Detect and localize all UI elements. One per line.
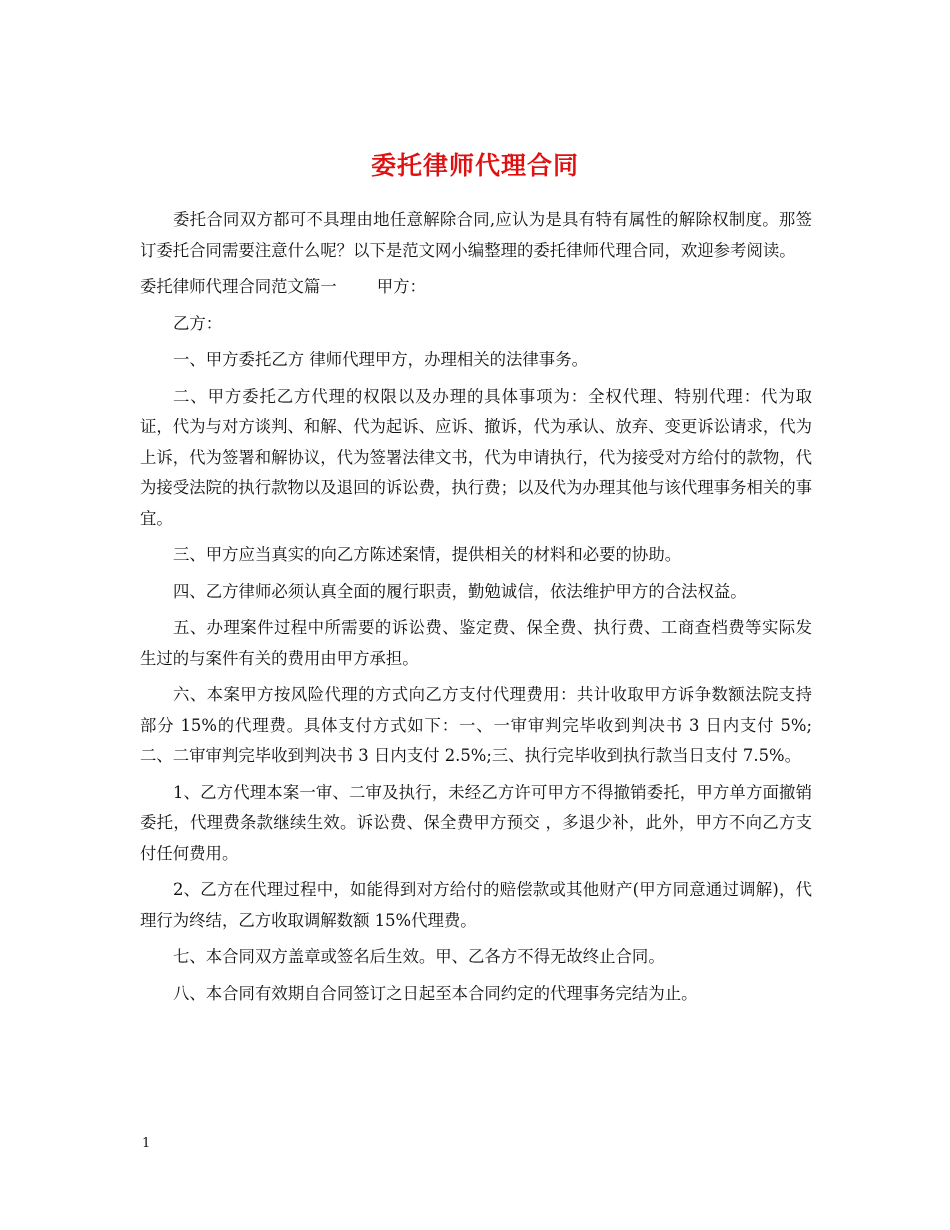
sub-clause-2: 2、乙方在代理过程中，如能得到对方给付的赔偿款或其他财产(甲方同意通过调解)，代理行为终结，乙方收取调解数额 15%代理费。 (140, 880, 812, 930)
clause-3: 三、甲方应当真实的向乙方陈述案情，提供相关的材料和必要的协助。 (173, 545, 682, 564)
intro-paragraph: 委托合同双方都可不具理由地任意解除合同,应认为是具有特有属性的解除权制度。那签订委托合同需要注意什么呢？以下是范文网小编整理的委托律师代理合同，欢迎参考阅读。 (140, 210, 812, 260)
sub-clause-1: 1、乙方代理本案一审、二审及执行，未经乙方许可甲方不得撤销委托，甲方单方面撤销委托，代理费条款继续生效。诉讼费、保全费甲方预交 ，多退少补，此外，甲方不向乙方支付任何费用。 (140, 782, 812, 863)
sample-heading: 委托律师代理合同范文篇一 (140, 277, 337, 296)
page-number: 1 (142, 1136, 151, 1151)
document-body (140, 205, 812, 1015)
clause-2: 二、甲方委托乙方代理的权限以及办理的具体事项为：全权代理、特别代理：代为取证，代为与对方谈判、和解、代为起诉、应诉、撤诉，代为承认、放弃、变更诉讼请求，代为上诉，代为签署和解协议，代为签署法律文书，代为申请执行，代为接受对方给付的款物，代为接受法院的执行款物以及退回的诉讼费，执行费；以及代为办理其他与该代理事务相关的事宜。 (140, 386, 813, 528)
document-title: 委托律师代理合同 (370, 150, 579, 180)
clause-5: 五、办理案件过程中所需要的诉讼费、鉴定费、保全费、执行费、工商查档费等实际发生过的与案件有关的费用由甲方承担。 (140, 618, 812, 668)
sample-heading-line (140, 272, 812, 303)
party-a-label: 甲方： (376, 277, 426, 296)
clause-4: 四、乙方律师必须认真全面的履行职责，勤勉诚信，依法维护甲方的合法权益。 (173, 581, 747, 601)
clause-8: 八、本合同有效期自合同签订之日起至本合同约定的代理事务完结为止。 (173, 983, 698, 1003)
clause-1: 一、甲方委托乙方 律师代理甲方，办理相关的法律事务。 (173, 350, 588, 369)
clause-6: 六、本案甲方按风险代理的方式向乙方支付代理费用：共计收取甲方诉争数额法院支持部分 15%的代理费。具体支付方式如下：一、一审审判完毕收到判决书 3 日内支付 5%;二、二审审判完毕收到判决书 3 日内支付 2.5%;三、执行完毕收到执行款当日支付 7.5%。 (140, 685, 812, 765)
clause-7: 七、本合同双方盖章或签名后生效。甲、乙各方不得无故终止合同。 (173, 947, 665, 966)
party-b-label: 乙方： (173, 313, 223, 333)
